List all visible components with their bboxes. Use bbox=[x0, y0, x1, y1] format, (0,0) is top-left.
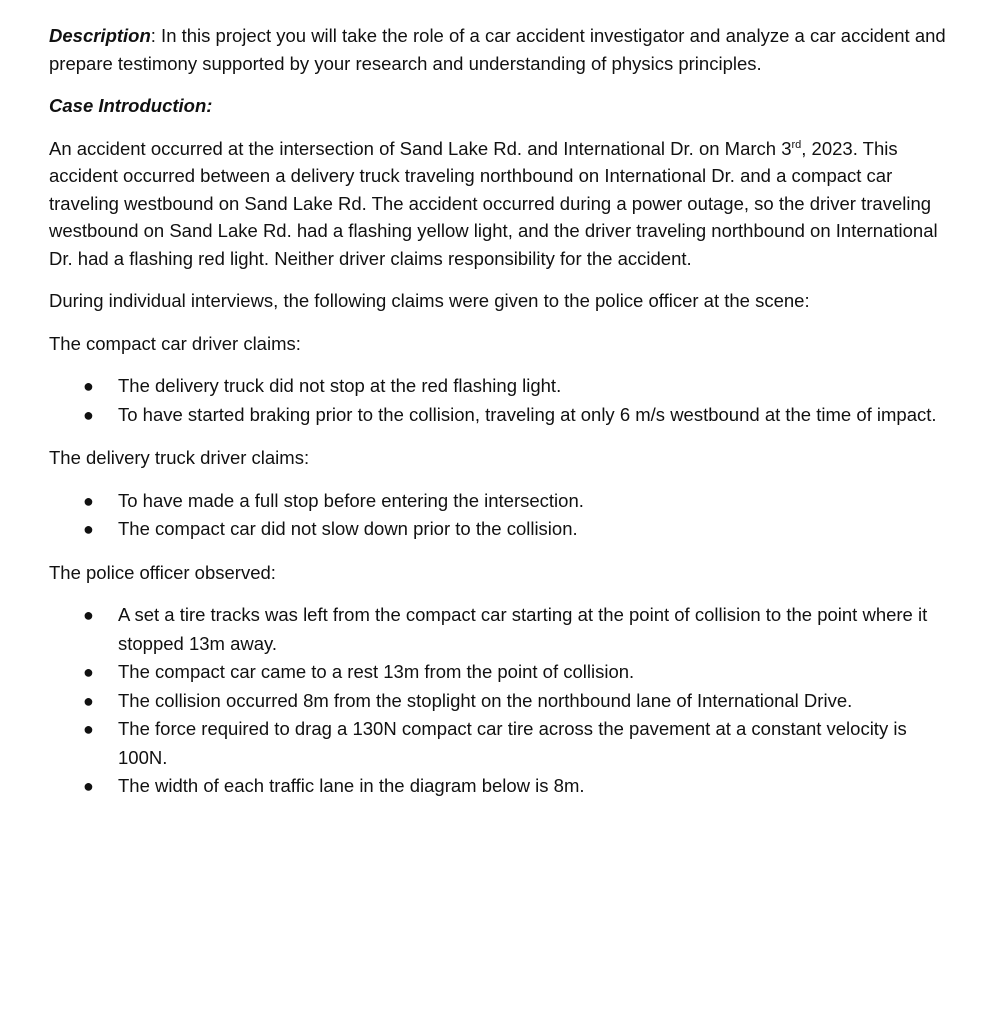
bullet-icon: ● bbox=[83, 404, 94, 425]
list-item bbox=[49, 687, 949, 716]
list-item-text: The force required to drag a 130N compact car tire across the pavement at a constant velocity is 100N. bbox=[118, 718, 907, 768]
police-observations-list bbox=[49, 601, 949, 801]
description-paragraph bbox=[49, 22, 949, 77]
list-item-text: The collision occurred 8m from the stoplight on the northbound lane of International Drive. bbox=[118, 689, 853, 711]
document-page bbox=[49, 22, 949, 816]
list-item bbox=[49, 372, 949, 401]
list-item-text: The compact car did not slow down prior to the collision. bbox=[118, 518, 578, 539]
bullet-icon: ● bbox=[83, 519, 94, 539]
interviews-intro: During individual interviews, the following claims were given to the police officer at the scene: bbox=[49, 290, 810, 311]
description-text: : In this project you will take the role of a car accident investigator and analyze a car accident and prepare testimony supported by your research and understanding of physics principles. bbox=[49, 25, 946, 74]
list-item bbox=[49, 487, 949, 516]
list-item-text: The width of each traffic lane in the diagram below is 8m. bbox=[118, 775, 585, 796]
list-item-text: A set a tire tracks was left from the compact car starting at the point of collision to the point where it stopped 13m away. bbox=[118, 604, 928, 654]
list-item bbox=[49, 401, 949, 430]
case-introduction-heading: Case Introduction: bbox=[49, 95, 213, 116]
case-intro-text-start: An accident occurred at the intersection of Sand Lake Rd. and International Dr. on March 3 bbox=[49, 137, 792, 159]
list-item-text: To have started braking prior to the collision, traveling at only 6 m/s westbound at the time of impact. bbox=[118, 403, 937, 425]
description-label: Description bbox=[49, 25, 151, 46]
delivery-truck-claims-list bbox=[49, 487, 949, 544]
bullet-icon: ● bbox=[83, 776, 94, 796]
list-item bbox=[49, 515, 949, 544]
case-introduction-paragraph bbox=[49, 135, 949, 273]
bullet-icon: ● bbox=[83, 719, 94, 739]
case-intro-text-end: , 2023. This accident occurred between a delivery truck traveling northbound on International Dr. and a compact car traveling westbound on Sand Lake Rd. The accident occurred during a power outage, so the driver traveling westbound on Sand Lake Rd. had a flashing yellow light, and the driver traveling northbound on International Dr. had a flashing red light. Neither driver claims responsibility for the accident. bbox=[49, 137, 938, 269]
bullet-icon: ● bbox=[83, 662, 94, 682]
list-item-text: To have made a full stop before entering the intersection. bbox=[118, 489, 584, 511]
list-item-text: The compact car came to a rest 13m from the point of collision. bbox=[118, 661, 635, 682]
list-item bbox=[49, 601, 949, 658]
compact-car-claims-list bbox=[49, 372, 949, 429]
bullet-icon: ● bbox=[83, 376, 94, 396]
date-ordinal-suffix: rd bbox=[791, 138, 802, 151]
compact-car-claims-heading: The compact car driver claims: bbox=[49, 332, 301, 354]
police-observations-heading: The police officer observed: bbox=[49, 561, 276, 583]
list-item bbox=[49, 715, 949, 772]
bullet-icon: ● bbox=[83, 490, 94, 511]
bullet-icon: ● bbox=[83, 605, 94, 625]
list-item-text: The delivery truck did not stop at the red flashing light. bbox=[118, 375, 562, 396]
list-item bbox=[49, 658, 949, 687]
bullet-icon: ● bbox=[83, 690, 94, 711]
delivery-truck-claims-heading: The delivery truck driver claims: bbox=[49, 447, 310, 468]
list-item bbox=[49, 772, 949, 801]
